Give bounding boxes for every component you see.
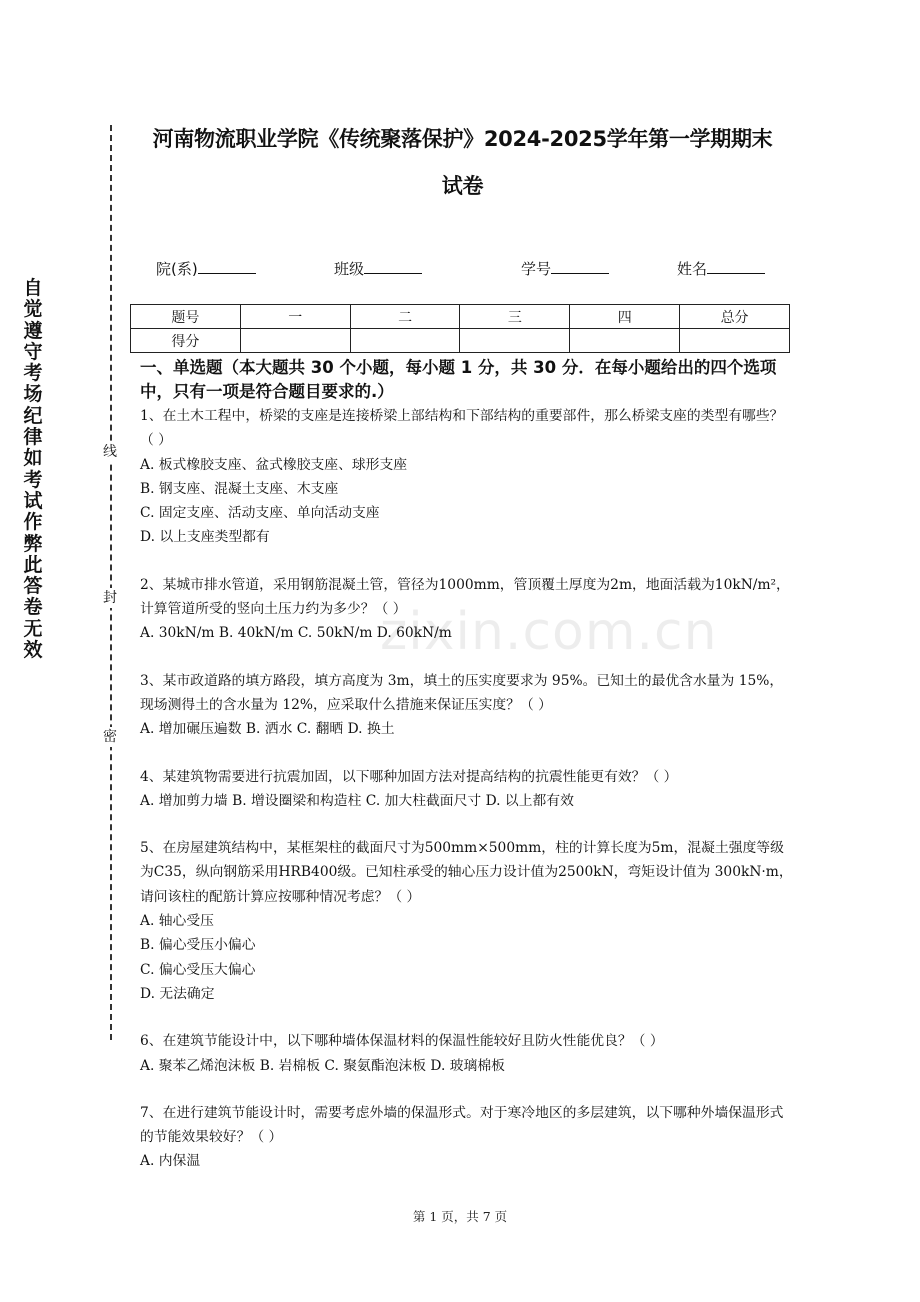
- info-department: 院(系): [156, 258, 256, 279]
- watermark: zixin.com.cn: [380, 602, 718, 662]
- question-stem: 6、在建筑节能设计中，以下哪种墙体保温材料的保温性能较好且防火性能优良？（ ）: [140, 1033, 664, 1050]
- question-stem: 1、在土木工程中，桥梁的支座是连接桥梁上部结构和下部结构的重要部件，那么桥梁支座的类型有哪些？（ ）: [140, 408, 784, 449]
- student-id-blank[interactable]: [551, 259, 609, 274]
- question-option: B. 偏心受压小偏心: [140, 937, 256, 954]
- score-table-header-row: [131, 305, 790, 329]
- question-stem: 3、某市政道路的填方路段，填方高度为 3m，填土的压实度要求为 95%。已知土的最优含水量为 15%，现场测得土的含水量为 12%，应采取什么措施来保证压实度？（ ）: [140, 672, 784, 713]
- question-option: C. 偏心受压大偏心: [140, 961, 256, 978]
- score-header-cell: 二: [350, 305, 460, 329]
- info-name: 姓名: [677, 258, 765, 279]
- binding-dashed-line: [110, 125, 112, 1040]
- score-table-score-row: [131, 329, 790, 353]
- question-option: D. 无法确定: [140, 985, 215, 1002]
- score-cell[interactable]: [240, 329, 350, 353]
- question-option: C. 固定支座、活动支座、单向活动支座: [140, 505, 380, 522]
- question-option: A. 增加剪力墙 B. 增设圈梁和构造柱 C. 加大柱截面尺寸 D. 以上都有效: [140, 792, 574, 809]
- question-stem: 7、在进行建筑节能设计时，需要考虑外墙的保温形式。对于寒冷地区的多层建筑，以下哪种外墙保温形式的节能效果较好？（ ）: [140, 1104, 784, 1146]
- question-stem: 5、在房屋建筑结构中，某框架柱的截面尺寸为500mm×500mm，柱的计算长度为5m，混凝土强度等级为C35，纵向钢筋采用HRB400级。已知柱承受的轴心压力设计值为2500kN，弯矩设计值为 300kN·m，请问该柱的配筋计算应按哪种情况考虑？（ ）: [140, 840, 793, 905]
- department-blank[interactable]: [198, 259, 256, 274]
- binding-mark-secret: 密: [103, 729, 117, 745]
- question: [140, 1101, 795, 1174]
- question-list: [140, 404, 795, 1174]
- question-stem: 2、某城市排水管道，采用钢筋混凝土管，管径为1000mm，管顶覆土厚度为2m，地面活载为10kN/m²，计算管道所受的竖向土压力约为多少？（ ）: [140, 576, 790, 618]
- score-cell[interactable]: [570, 329, 680, 353]
- exam-discipline-notice: 自觉遵守考场纪律如考试作弊此答卷无效: [23, 277, 43, 662]
- info-class: 班级: [334, 258, 422, 279]
- score-cell[interactable]: [680, 329, 790, 353]
- score-header-cell: 四: [570, 305, 680, 329]
- score-table: [130, 304, 790, 353]
- question-option: A. 轴心受压: [140, 913, 214, 930]
- score-header-cell: 一: [240, 305, 350, 329]
- class-blank[interactable]: [364, 259, 422, 274]
- question: [140, 765, 795, 814]
- question: [140, 1029, 795, 1078]
- question-option: A. 聚苯乙烯泡沫板 B. 岩棉板 C. 聚氨酯泡沫板 D. 玻璃棉板: [140, 1057, 505, 1074]
- score-header-cell: 总分: [680, 305, 790, 329]
- section-heading: 一、单选题（本大题共 30 个小题，每小题 1 分，共 30 分．在每小题给出的四个选项中，只有一项是符合题目要求的.）: [140, 358, 777, 401]
- name-blank[interactable]: [707, 259, 765, 274]
- question-option: A. 增加碾压遍数 B. 洒水 C. 翻晒 D. 换土: [140, 721, 395, 738]
- binding-mark-seal: 封: [103, 590, 117, 606]
- info-student-id: 学号: [521, 258, 609, 279]
- score-cell[interactable]: [350, 329, 460, 353]
- score-header-cell: 三: [460, 305, 570, 329]
- question-option: A. 板式橡胶支座、盆式橡胶支座、球形支座: [140, 456, 408, 473]
- binding-mark-line: 线: [103, 444, 117, 460]
- question-option: D. 以上支座类型都有: [140, 529, 270, 546]
- page-footer: 第 1 页，共 7 页: [412, 1209, 508, 1224]
- question-option: A. 内保温: [140, 1153, 201, 1170]
- question-option: A. 30kN/m B. 40kN/m C. 50kN/m D. 60kN/m: [140, 625, 452, 642]
- question-option: B. 钢支座、混凝土支座、木支座: [140, 480, 339, 497]
- score-header-cell: 题号: [131, 305, 241, 329]
- question: [140, 404, 795, 550]
- score-row-label: 得分: [131, 329, 241, 353]
- score-cell[interactable]: [460, 329, 570, 353]
- exam-title-line2: 试卷: [441, 174, 484, 198]
- question: [140, 836, 795, 1006]
- question-stem: 4、某建筑物需要进行抗震加固，以下哪种加固方法对提高结构的抗震性能更有效？（ ）: [140, 768, 678, 785]
- question: [140, 669, 795, 742]
- exam-title-line1: 河南物流职业学院《传统聚落保护》2024-2025学年第一学期期末: [152, 127, 773, 151]
